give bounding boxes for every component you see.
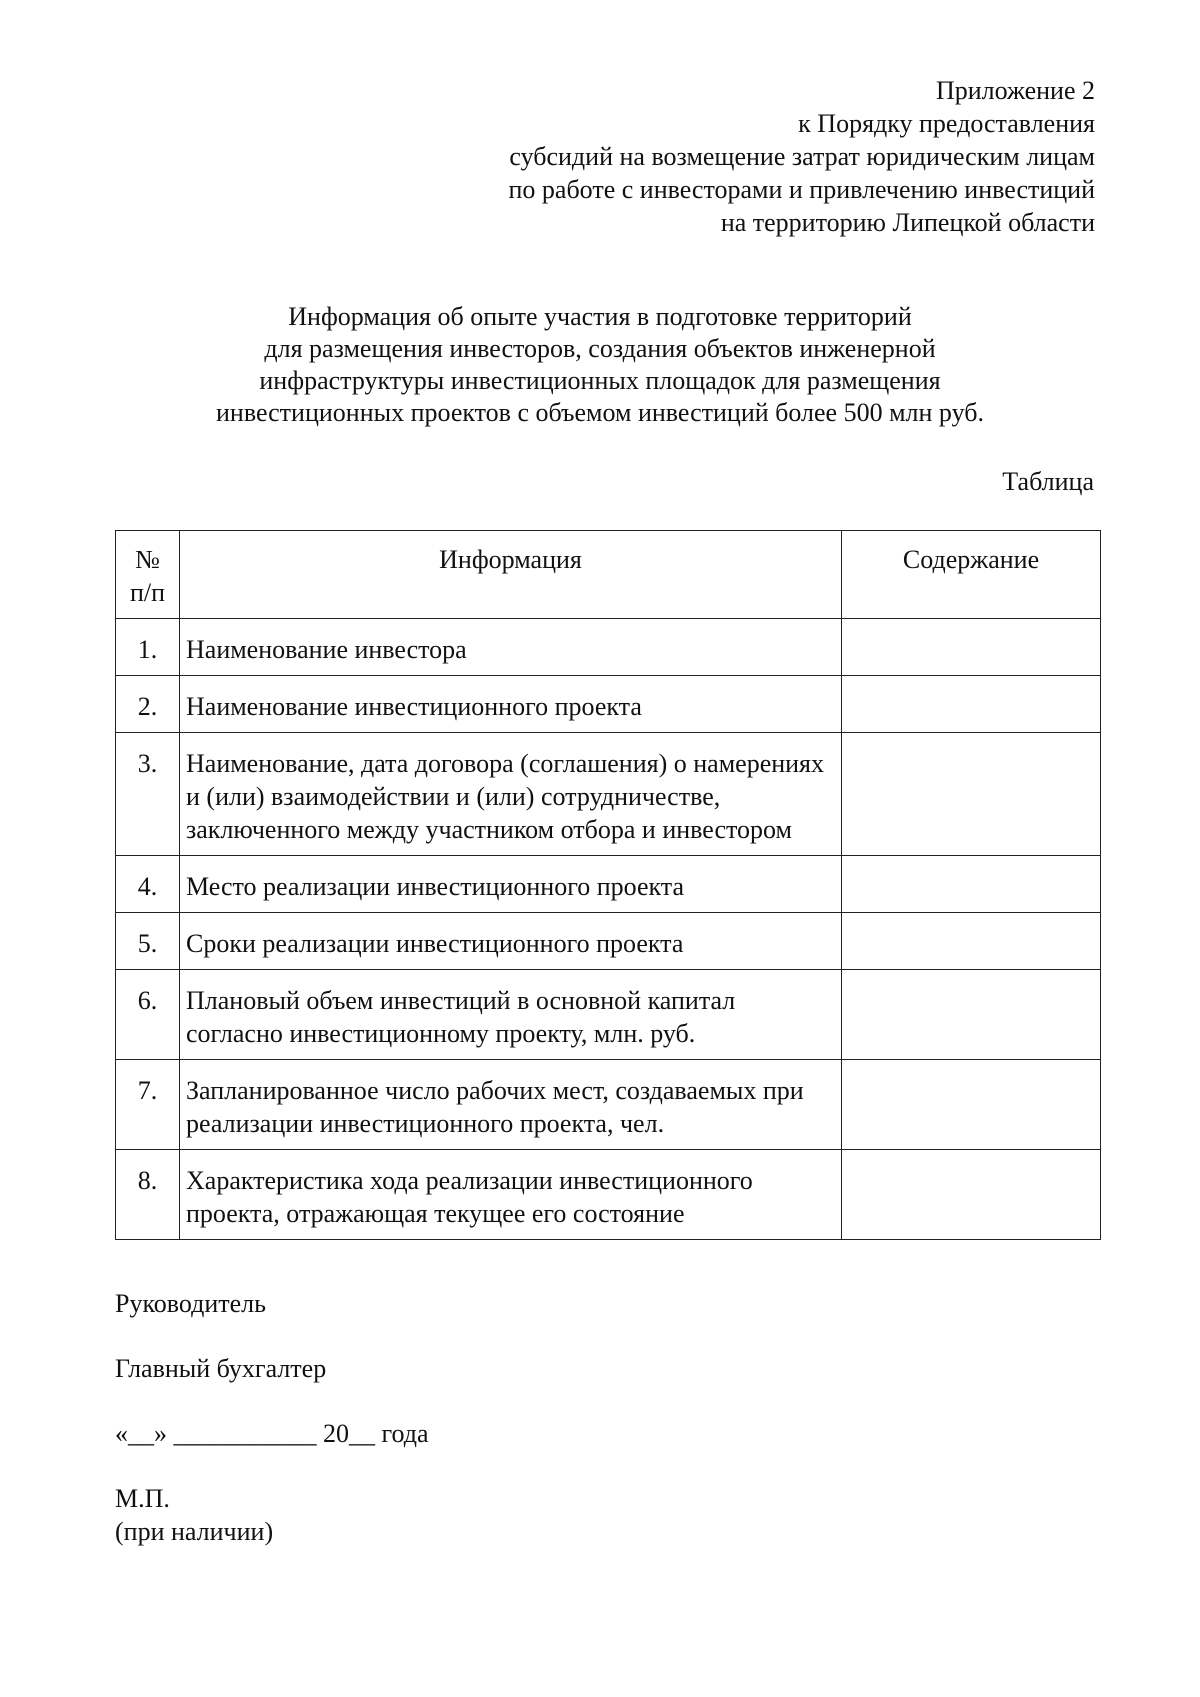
header-num: № п/п	[116, 531, 180, 619]
table-label: Таблица	[1002, 467, 1094, 496]
row-info: Наименование, дата договора (соглашения) о намерениях и (или) взаимодействии и (или) сотрудничестве, заключенного между участником отбора и инвестором	[180, 733, 842, 856]
row-info: Характеристика хода реализации инвестиционного проекта, отражающая текущее его состояние	[180, 1150, 842, 1240]
row-num: 2.	[116, 676, 180, 733]
table-row	[116, 970, 1101, 1060]
row-num: 5.	[116, 913, 180, 970]
row-content[interactable]	[842, 1150, 1101, 1240]
date-line: «__» ___________ 20__ года	[115, 1419, 429, 1448]
table-header-row	[116, 531, 1101, 619]
title-line-3: инфраструктуры инвестиционных площадок для размещения	[259, 366, 941, 395]
row-content[interactable]	[842, 676, 1101, 733]
appendix-line-3: субсидий на возмещение затрат юридическим лицам	[509, 142, 1095, 171]
appendix-header	[509, 74, 1096, 239]
title-line-4: инвестиционных проектов с объемом инвестиций более 500 млн руб.	[216, 398, 984, 427]
row-info: Наименование инвестора	[180, 619, 842, 676]
header-info: Информация	[180, 531, 842, 619]
row-info: Запланированное число рабочих мест, создаваемых при реализации инвестиционного проекта, чел.	[180, 1060, 842, 1150]
table-row	[116, 1060, 1101, 1150]
appendix-line-1: Приложение 2	[935, 76, 1095, 105]
row-content[interactable]	[842, 856, 1101, 913]
row-num: 4.	[116, 856, 180, 913]
header-content: Содержание	[842, 531, 1101, 619]
signature-accountant: Главный бухгалтер	[115, 1354, 327, 1383]
row-num: 8.	[116, 1150, 180, 1240]
appendix-line-5: на территорию Липецкой области	[720, 208, 1095, 237]
title-line-1: Информация об опыте участия в подготовке территорий	[288, 302, 912, 331]
row-num: 1.	[116, 619, 180, 676]
row-info: Наименование инвестиционного проекта	[180, 676, 842, 733]
title-line-2: для размещения инвесторов, создания объектов инженерной	[264, 334, 936, 363]
row-content[interactable]	[842, 913, 1101, 970]
row-num: 7.	[116, 1060, 180, 1150]
row-num: 3.	[116, 733, 180, 856]
document-title	[0, 301, 1200, 429]
row-info: Место реализации инвестиционного проекта	[180, 856, 842, 913]
stamp-note: (при наличии)	[115, 1517, 274, 1546]
table-row	[116, 856, 1101, 913]
table-row	[116, 913, 1101, 970]
row-info: Плановый объем инвестиций в основной капитал согласно инвестиционному проекту, млн. руб.	[180, 970, 842, 1060]
table-row	[116, 733, 1101, 856]
info-table	[115, 530, 1101, 1240]
row-num: 6.	[116, 970, 180, 1060]
row-content[interactable]	[842, 619, 1101, 676]
stamp-label: М.П.	[115, 1484, 170, 1513]
row-content[interactable]	[842, 970, 1101, 1060]
row-content[interactable]	[842, 733, 1101, 856]
row-content[interactable]	[842, 1060, 1101, 1150]
appendix-line-2: к Порядку предоставления	[798, 109, 1095, 138]
table-row	[116, 676, 1101, 733]
signature-head: Руководитель	[115, 1289, 266, 1318]
table-row	[116, 1150, 1101, 1240]
row-info: Сроки реализации инвестиционного проекта	[180, 913, 842, 970]
appendix-line-4: по работе с инвесторами и привлечению инвестиций	[508, 175, 1095, 204]
table-row	[116, 619, 1101, 676]
